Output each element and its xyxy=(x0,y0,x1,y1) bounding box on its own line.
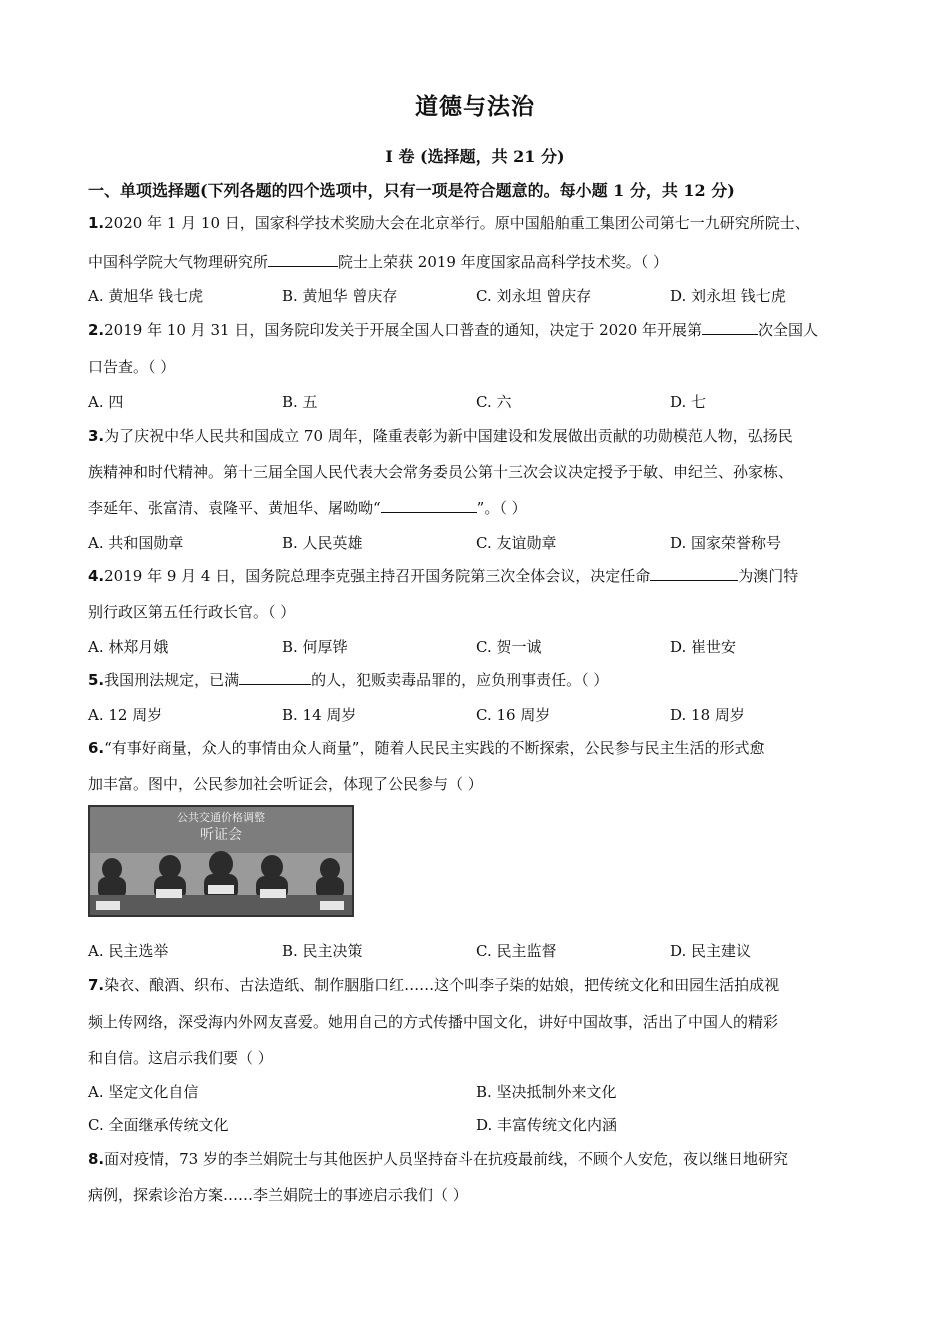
option-c: C. 刘永坦 曾庆存 xyxy=(476,287,592,305)
option-c: C. 全面继承传统文化 xyxy=(88,1116,229,1134)
question-1-line-2: 中国科学院大气物理研究所 院士上荣获 2019 年度国家品高科学技术奖。（ ） xyxy=(88,253,668,271)
question-5: 5.我国刑法规定，已满 的人，犯贩卖毒品罪的，应负刑事责任。（ ） xyxy=(88,671,609,689)
option-a: A. 四 xyxy=(88,393,124,411)
option-a: A. 民主选举 xyxy=(88,942,169,960)
question-number: 4. xyxy=(88,567,105,585)
option-c: C. 六 xyxy=(476,393,512,411)
question-7-line-3: 和自信。这启示我们要（ ） xyxy=(88,1049,273,1067)
question-number: 7. xyxy=(88,976,105,994)
question-8-line-2: 病例，探索诊治方案……李兰娟院士的事迹启示我们（ ） xyxy=(88,1186,468,1204)
question-number: 8. xyxy=(88,1150,105,1168)
option-b: B. 黄旭华 曾庆存 xyxy=(282,287,398,305)
option-d: D. 崔世安 xyxy=(670,638,737,656)
photo-caption-line-1: 公共交通价格调整 xyxy=(177,811,265,824)
answer-blank xyxy=(239,670,311,685)
option-a: A. 共和国勋章 xyxy=(88,534,184,552)
option-c: C. 贺一诚 xyxy=(476,638,542,656)
question-3-line-3: 李延年、张富清、袁隆平、黄旭华、屠呦呦“ ”。（ ） xyxy=(88,499,527,517)
question-3: 3.为了庆祝中华人民共和国成立 70 周年，隆重表彰为新中国建设和发展做出贡献的功勋模范人物，弘扬民 xyxy=(88,427,793,445)
question-6: 6.“有事好商量，众人的事情由众人商量”，随着人民民主实践的不断探索，公民参与民主生活的形式愈 xyxy=(88,739,765,757)
hearing-photo-illustration xyxy=(90,807,352,915)
option-d: D. 七 xyxy=(670,393,707,411)
option-d: D. 国家荣誉称号 xyxy=(670,534,782,552)
option-b: B. 14 周岁 xyxy=(282,706,357,724)
answer-blank xyxy=(650,566,738,581)
answer-blank xyxy=(268,252,338,267)
option-a: A. 黄旭华 钱七虎 xyxy=(88,287,204,305)
question-number: 3. xyxy=(88,427,105,445)
question-4-line-2: 别行政区第五任行政长官。（ ） xyxy=(88,603,296,621)
question-3-line-2: 族精神和时代精神。第十三届全国人民代表大会常务委员公第十三次会议决定授予于敏、申纪兰、孙家栋、 xyxy=(88,463,794,481)
answer-blank xyxy=(381,498,477,513)
option-a: A. 林郑月娥 xyxy=(88,638,169,656)
option-a: A. 坚定文化自信 xyxy=(88,1083,199,1101)
option-b: B. 何厚铧 xyxy=(282,638,348,656)
question-2: 2.2019 年 10 月 31 日，国务院印发关于开展全国人口普查的通知，决定于 2020 年开展第 次全国人 xyxy=(88,321,819,339)
photo-caption-line-2: 听证会 xyxy=(200,827,242,843)
option-c: C. 民主监督 xyxy=(476,942,557,960)
question-2-line-2: 口告查。（ ） xyxy=(88,358,176,376)
option-c: C. 友谊勋章 xyxy=(476,534,557,552)
option-d: D. 丰富传统文化内涵 xyxy=(476,1116,618,1134)
question-8: 8.面对疫情，73 岁的李兰娟院士与其他医护人员坚持奋斗在抗疫最前线，不顾个人安危，夜以继日地研究 xyxy=(88,1150,789,1168)
question-7: 7.染衣、酿酒、织布、古法造纸、制作胭脂口红……这个叫李子柒的姑娘，把传统文化和田园生活拍成视 xyxy=(88,976,780,994)
paper-subtitle: Ⅰ 卷 (选择题，共 21 分) xyxy=(385,147,565,166)
option-a: A. 12 周岁 xyxy=(88,706,163,724)
question-number: 1. xyxy=(88,214,105,232)
question-1: 1.2020 年 1 月 10 日，国家科学技术奖励大会在北京举行。原中国船舶重工集团公司第七一九研究所院士、 xyxy=(88,214,810,232)
question-number: 6. xyxy=(88,739,105,757)
question-4: 4.2019 年 9 月 4 日，国务院总理李克强主持召开国务院第三次全体会议，决定任命 为澳门特 xyxy=(88,567,799,585)
option-c: C. 16 周岁 xyxy=(476,706,551,724)
question-number: 2. xyxy=(88,321,105,339)
question-6-line-2: 加丰富。图中，公民参加社会听证会，体现了公民参与（ ） xyxy=(88,775,483,793)
option-b: B. 人民英雄 xyxy=(282,534,363,552)
option-d: D. 18 周岁 xyxy=(670,706,745,724)
option-d: D. 民主建议 xyxy=(670,942,752,960)
option-b: B. 坚决抵制外来文化 xyxy=(476,1083,617,1101)
page-title: 道德与法治 xyxy=(415,93,535,120)
option-b: B. 民主决策 xyxy=(282,942,363,960)
option-b: B. 五 xyxy=(282,393,318,411)
answer-blank xyxy=(702,320,758,335)
section-heading: 一、单项选择题(下列各题的四个选项中，只有一项是符合题意的。每小题 1 分，共 12 分) xyxy=(88,181,735,200)
question-number: 5. xyxy=(88,671,105,689)
question-7-line-2: 频上传网络，深受海内外网友喜爱。她用自己的方式传播中国文化，讲好中国故事，活出了中国人的精彩 xyxy=(88,1013,779,1031)
option-d: D. 刘永坦 钱七虎 xyxy=(670,287,786,305)
hearing-photo xyxy=(88,805,354,917)
